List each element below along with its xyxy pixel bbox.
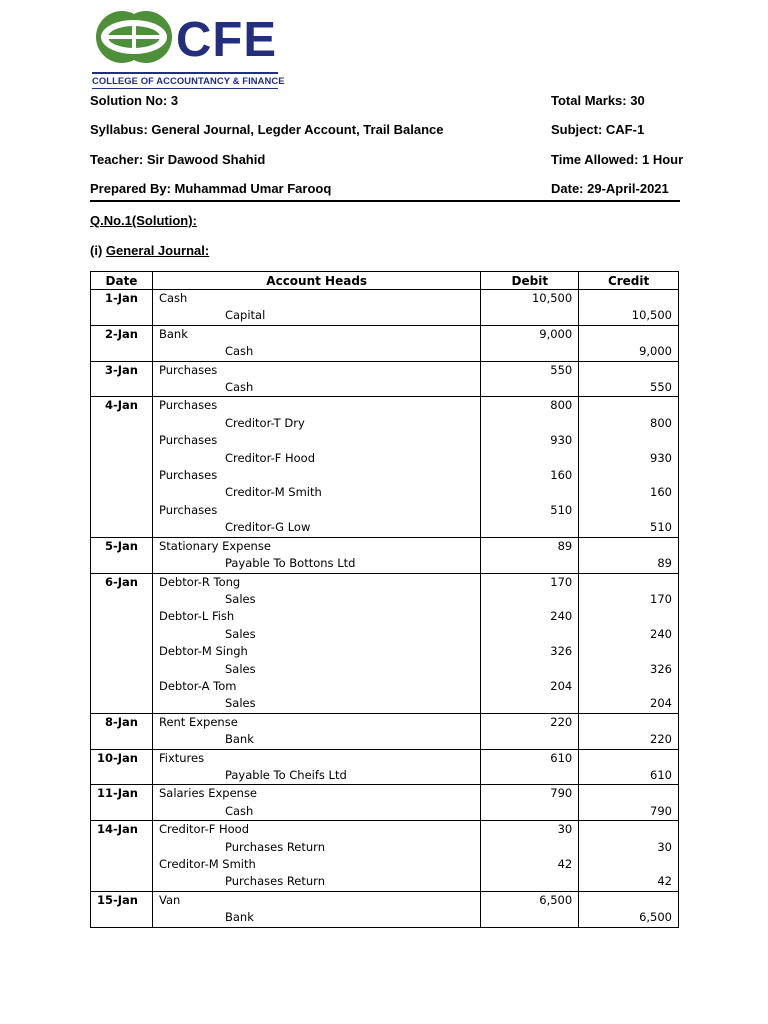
table-row	[91, 502, 679, 519]
table-row	[91, 573, 679, 591]
total-marks: Total Marks: 30	[551, 93, 645, 108]
table-row	[91, 821, 679, 839]
credit-amount: 510	[579, 519, 679, 537]
table-row	[91, 749, 679, 767]
credit-amount	[579, 325, 679, 343]
table-row	[91, 415, 679, 432]
entry-date	[91, 803, 153, 821]
credit-amount: 9,000	[579, 343, 679, 361]
column-header-account: Account Heads	[152, 272, 480, 290]
debit-amount: 326	[481, 643, 579, 660]
table-row	[91, 891, 679, 909]
table-row	[91, 678, 679, 695]
debit-amount	[481, 803, 579, 821]
table-row	[91, 397, 679, 415]
table-row	[91, 432, 679, 449]
question-title: Q.No.1(Solution):	[90, 213, 197, 228]
credit-account: Creditor-M Smith	[152, 484, 480, 501]
table-row	[91, 608, 679, 625]
column-header-credit: Credit	[579, 272, 679, 290]
entry-date	[91, 450, 153, 467]
entry-date	[91, 307, 153, 325]
cfe-logo-mark-icon	[92, 8, 176, 66]
column-header-date: Date	[91, 272, 153, 290]
credit-account: Cash	[152, 379, 480, 397]
table-row	[91, 803, 679, 821]
debit-account: Debtor-R Tong	[152, 573, 480, 591]
time-allowed: Time Allowed: 1 Hour	[551, 152, 684, 167]
debit-amount	[481, 343, 579, 361]
entry-date: 14-Jan	[91, 821, 153, 839]
table-row	[91, 731, 679, 749]
section-prefix: (i)	[90, 243, 106, 258]
table-row	[91, 519, 679, 537]
credit-amount: 550	[579, 379, 679, 397]
credit-account: Sales	[152, 661, 480, 678]
table-row	[91, 856, 679, 873]
table-header-row	[91, 272, 679, 290]
credit-amount	[579, 678, 679, 695]
entry-date	[91, 661, 153, 678]
debit-account: Salaries Expense	[152, 785, 480, 803]
debit-amount: 160	[481, 467, 579, 484]
entry-date: 10-Jan	[91, 749, 153, 767]
debit-amount	[481, 873, 579, 891]
credit-amount: 790	[579, 803, 679, 821]
credit-amount	[579, 891, 679, 909]
credit-account: Creditor-G Low	[152, 519, 480, 537]
debit-amount: 9,000	[481, 325, 579, 343]
credit-amount: 610	[579, 767, 679, 785]
credit-amount: 6,500	[579, 909, 679, 927]
debit-account: Creditor-M Smith	[152, 856, 480, 873]
debit-amount	[481, 909, 579, 927]
credit-account: Capital	[152, 307, 480, 325]
debit-amount	[481, 484, 579, 501]
credit-amount	[579, 785, 679, 803]
entry-date: 15-Jan	[91, 891, 153, 909]
credit-account: Payable To Cheifs Ltd	[152, 767, 480, 785]
entry-date: 1-Jan	[91, 290, 153, 308]
entry-date: 8-Jan	[91, 713, 153, 731]
table-row	[91, 661, 679, 678]
debit-amount	[481, 555, 579, 573]
table-row	[91, 484, 679, 501]
entry-date	[91, 379, 153, 397]
credit-amount	[579, 397, 679, 415]
table-row	[91, 343, 679, 361]
debit-account: Purchases	[152, 397, 480, 415]
entry-date	[91, 731, 153, 749]
entry-date	[91, 909, 153, 927]
credit-amount: 42	[579, 873, 679, 891]
table-row	[91, 643, 679, 660]
credit-amount: 326	[579, 661, 679, 678]
credit-amount: 170	[579, 591, 679, 608]
debit-account: Cash	[152, 290, 480, 308]
table-row	[91, 695, 679, 713]
debit-account: Purchases	[152, 502, 480, 519]
table-row	[91, 555, 679, 573]
table-row	[91, 785, 679, 803]
header-divider	[90, 200, 680, 202]
credit-amount: 220	[579, 731, 679, 749]
entry-date	[91, 643, 153, 660]
entry-date	[91, 608, 153, 625]
debit-amount	[481, 695, 579, 713]
entry-date: 3-Jan	[91, 361, 153, 379]
debit-amount: 30	[481, 821, 579, 839]
prepared-by: Prepared By: Muhammad Umar Farooq	[90, 181, 332, 196]
credit-amount	[579, 361, 679, 379]
debit-amount	[481, 591, 579, 608]
credit-account: Purchases Return	[152, 873, 480, 891]
entry-date	[91, 626, 153, 643]
debit-amount	[481, 415, 579, 432]
credit-account: Payable To Bottons Ltd	[152, 555, 480, 573]
debit-amount: 220	[481, 713, 579, 731]
entry-date	[91, 873, 153, 891]
subject: Subject: CAF-1	[551, 122, 645, 137]
credit-account: Bank	[152, 909, 480, 927]
table-row	[91, 307, 679, 325]
debit-amount	[481, 519, 579, 537]
entry-date	[91, 695, 153, 713]
debit-amount: 89	[481, 537, 579, 555]
debit-account: Van	[152, 891, 480, 909]
entry-date: 4-Jan	[91, 397, 153, 415]
debit-amount: 800	[481, 397, 579, 415]
debit-amount: 790	[481, 785, 579, 803]
column-header-debit: Debit	[481, 272, 579, 290]
debit-account: Purchases	[152, 467, 480, 484]
table-row	[91, 626, 679, 643]
credit-amount	[579, 502, 679, 519]
credit-amount: 10,500	[579, 307, 679, 325]
entry-date	[91, 343, 153, 361]
debit-amount: 42	[481, 856, 579, 873]
table-row	[91, 325, 679, 343]
credit-amount	[579, 573, 679, 591]
section-heading	[90, 243, 209, 258]
debit-account: Debtor-A Tom	[152, 678, 480, 695]
table-row	[91, 839, 679, 856]
credit-account: Cash	[152, 803, 480, 821]
debit-amount: 10,500	[481, 290, 579, 308]
debit-amount: 170	[481, 573, 579, 591]
debit-account: Purchases	[152, 432, 480, 449]
entry-date	[91, 591, 153, 608]
entry-date	[91, 484, 153, 501]
debit-amount: 6,500	[481, 891, 579, 909]
table-row	[91, 537, 679, 555]
debit-amount: 610	[481, 749, 579, 767]
debit-account: Purchases	[152, 361, 480, 379]
credit-amount: 160	[579, 484, 679, 501]
solution-number: Solution No: 3	[90, 93, 179, 108]
debit-amount: 550	[481, 361, 579, 379]
credit-account: Bank	[152, 731, 480, 749]
debit-amount: 240	[481, 608, 579, 625]
logo-subtitle: COLLEGE OF ACCOUNTANCY & FINANCE	[92, 75, 285, 86]
debit-amount	[481, 626, 579, 643]
table-row	[91, 909, 679, 927]
table-row	[91, 290, 679, 308]
debit-amount	[481, 661, 579, 678]
credit-amount	[579, 749, 679, 767]
credit-amount: 800	[579, 415, 679, 432]
table-row	[91, 467, 679, 484]
debit-account: Debtor-L Fish	[152, 608, 480, 625]
credit-amount	[579, 643, 679, 660]
credit-account: Sales	[152, 626, 480, 643]
syllabus: Syllabus: General Journal, Legder Account, Trail Balance	[90, 122, 444, 137]
entry-date	[91, 502, 153, 519]
credit-amount	[579, 856, 679, 873]
credit-amount: 930	[579, 450, 679, 467]
cfe-logo	[92, 8, 285, 90]
credit-amount	[579, 713, 679, 731]
entry-date	[91, 767, 153, 785]
entry-date	[91, 555, 153, 573]
entry-date: 11-Jan	[91, 785, 153, 803]
debit-account: Bank	[152, 325, 480, 343]
table-row	[91, 713, 679, 731]
entry-date	[91, 856, 153, 873]
table-row	[91, 450, 679, 467]
entry-date	[91, 415, 153, 432]
credit-amount	[579, 432, 679, 449]
date: Date: 29-April-2021	[551, 181, 669, 196]
credit-account: Purchases Return	[152, 839, 480, 856]
credit-amount: 240	[579, 626, 679, 643]
debit-amount	[481, 767, 579, 785]
credit-amount: 204	[579, 695, 679, 713]
debit-amount	[481, 731, 579, 749]
debit-account: Fixtures	[152, 749, 480, 767]
debit-amount	[481, 450, 579, 467]
debit-account: Rent Expense	[152, 713, 480, 731]
table-row	[91, 767, 679, 785]
table-row	[91, 591, 679, 608]
entry-date: 6-Jan	[91, 573, 153, 591]
logo-rule-bottom	[92, 88, 278, 89]
debit-amount: 930	[481, 432, 579, 449]
table-row	[91, 873, 679, 891]
credit-amount	[579, 537, 679, 555]
section-title: General Journal:	[105, 243, 210, 258]
credit-amount	[579, 821, 679, 839]
credit-amount: 89	[579, 555, 679, 573]
logo-wordmark: CFE	[176, 13, 277, 67]
debit-account: Creditor-F Hood	[152, 821, 480, 839]
table-row	[91, 379, 679, 397]
debit-amount	[481, 307, 579, 325]
credit-account: Creditor-F Hood	[152, 450, 480, 467]
credit-account: Sales	[152, 591, 480, 608]
logo-rule	[92, 72, 278, 74]
credit-amount	[579, 608, 679, 625]
entry-date	[91, 432, 153, 449]
entry-date: 2-Jan	[91, 325, 153, 343]
credit-account: Sales	[152, 695, 480, 713]
debit-account: Debtor-M Singh	[152, 643, 480, 660]
credit-amount	[579, 467, 679, 484]
debit-amount	[481, 839, 579, 856]
debit-account: Stationary Expense	[152, 537, 480, 555]
teacher: Teacher: Sir Dawood Shahid	[90, 152, 266, 167]
credit-amount	[579, 290, 679, 308]
entry-date	[91, 519, 153, 537]
entry-date	[91, 839, 153, 856]
debit-amount	[481, 379, 579, 397]
credit-amount: 30	[579, 839, 679, 856]
debit-amount: 204	[481, 678, 579, 695]
entry-date: 5-Jan	[91, 537, 153, 555]
general-journal-table	[90, 271, 679, 928]
entry-date	[91, 467, 153, 484]
debit-amount: 510	[481, 502, 579, 519]
credit-account: Creditor-T Dry	[152, 415, 480, 432]
credit-account: Cash	[152, 343, 480, 361]
journal-entries	[91, 290, 679, 928]
table-row	[91, 361, 679, 379]
entry-date	[91, 678, 153, 695]
